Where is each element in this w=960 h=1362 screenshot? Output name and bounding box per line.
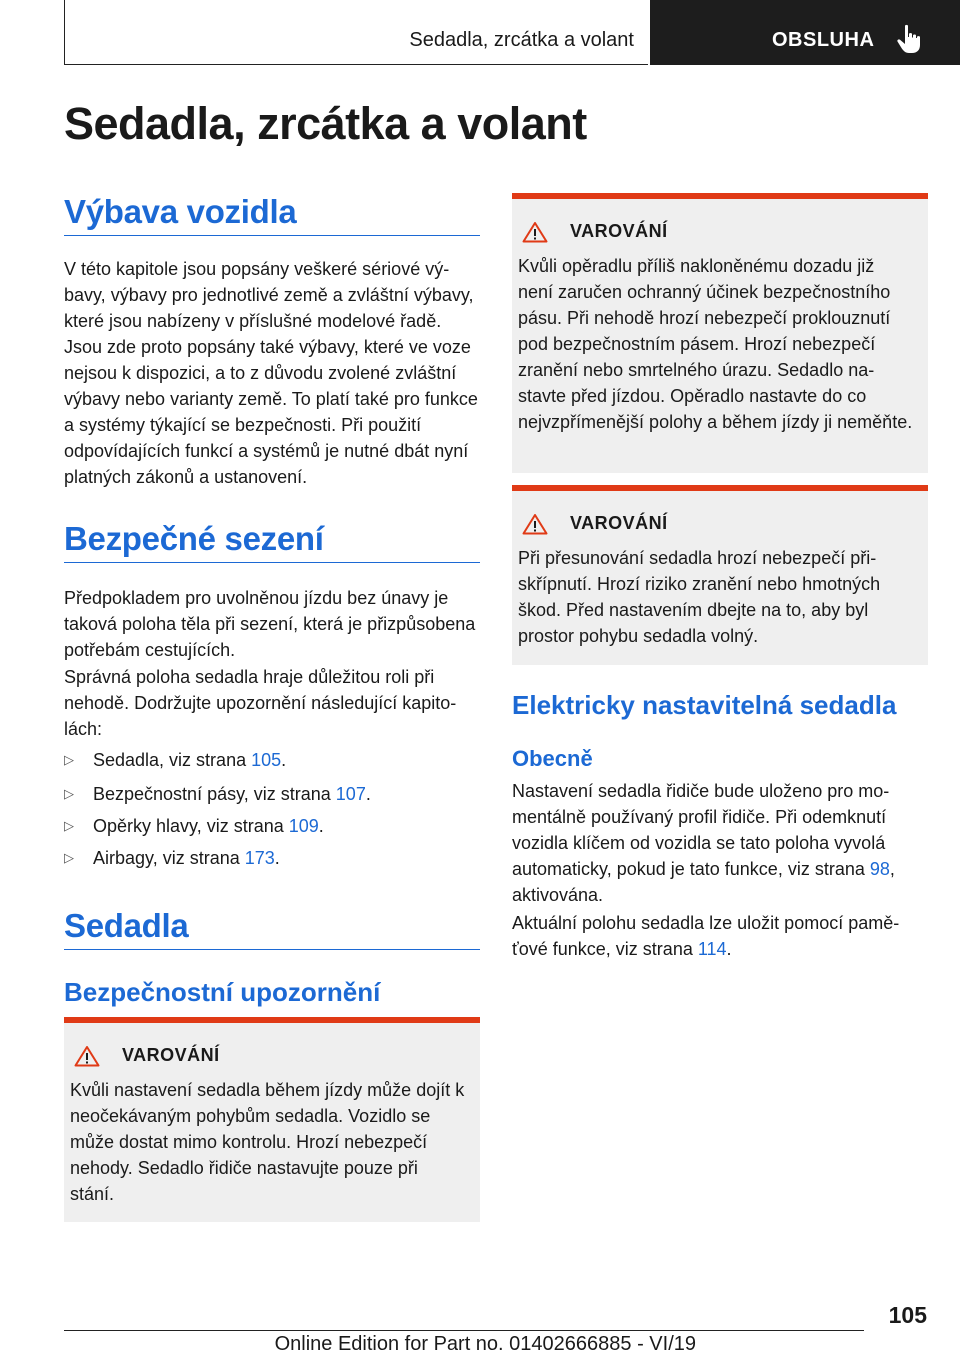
footer-edition: Online Edition for Part no. 01402666885 - VI/19 [274,1333,696,1355]
warning-box [512,193,928,473]
page-title: Sedadla, zrcátka a volant [64,98,587,149]
section-heading-sedadla: Sedadla [64,907,189,944]
hand-pointer-icon [896,24,922,54]
warning-triangle-icon [522,221,548,243]
warning-label: VAROVÁNÍ [570,221,668,241]
header-section-title: Sedadla, zrcátka a volant [409,29,634,51]
bezpecne-paragraph-1: Předpokladem pro uvolněnou jízdu bez únavy je taková poloha těla při sezení, která je přizpůsobena potřebám cestujících. [64,588,476,660]
page-link[interactable]: 105 [251,750,282,770]
section-rule [64,235,480,236]
bullet-triangle-icon: ▷ [64,786,74,801]
warning-text: Při přesunování sedadla hrozí nebezpečí přiskřípnutí. Hrozí riziko zranění nebo hmotných škod. Před nastavením dbejte na to, aby byl prostor pohybu sedadla volný. [518,548,881,646]
warning-label: VAROVÁNÍ [570,513,668,533]
footer-rule [64,1330,864,1331]
bullet-triangle-icon: ▷ [64,818,74,833]
page-link[interactable]: 107 [335,784,366,804]
chapter-tab[interactable] [650,0,960,65]
warning-triangle-icon [74,1045,100,1067]
section-heading-elektricky: Elektricky nastavitelná sedadla [512,690,897,720]
warning-label: VAROVÁNÍ [122,1045,220,1065]
page-header [0,0,960,66]
header-rule [64,64,648,65]
warning-box [512,485,928,665]
warning-text: Kvůli opěradlu příliš nakloněnému dozadu již není zaručen ochranný účinek bezpečnostního pásu. Při nehodě hrozí nebezpečí proklouznutí pod bezpečnostním pásem. Hrozí nebezpečí zranění nebo smrtelného úrazu. Sedadlo nastavte před jízdou. Opěradlo nastavte do co nejvzpřímenější polohy a během jízdy ji neměňte. [518,256,913,432]
elektricky-paragraph-1: Nastavení sedadla řidiče bude uloženo pro momentálně používaný profil řidiče. Při odemknutí vozidla klíčem od vozidla se tato poloha vyvolá automaticky, pokud je tato funkce, viz strana 98, aktivována. [512,781,895,905]
warning-box [64,1017,480,1222]
page-number: 105 [888,1302,927,1328]
page-link[interactable]: 173 [244,848,275,868]
chapter-tab-label: OBSLUHA [772,29,875,51]
subsection-heading-obecne: Obecně [512,746,593,771]
elektricky-paragraph-2: Aktuální polohu sedadla lze uložit pomocí paměťové funkce, viz strana 114. [512,913,900,959]
page-link[interactable]: 109 [288,816,319,836]
warning-text: Kvůli nastavení sedadla během jízdy může dojít k neočekávaným pohybům sedadla. Vozidlo se může dostat mimo kontrolu. Hrozí nebezpečí nehody. Sedadlo řidiče nastavujte pouze při stání. [70,1080,465,1204]
section-rule [64,562,480,563]
section-rule [64,949,480,950]
bullet-triangle-icon: ▷ [64,752,74,767]
warning-triangle-icon [522,513,548,535]
page-link[interactable]: 114 [697,939,727,959]
section-heading-vybava: Výbava vozidla [64,193,297,230]
vybava-paragraph: V této kapitole jsou popsány veškeré sériové výbavy, výbavy pro jednotlivé země a zvláštní výbavy, které jsou nabízeny v příslušné modelové řadě. Jsou zde proto popsány také výbavy, které ve voze nejsou k dispozici, a to z důvodu zvolené zvláštní výbavy nebo varianty země. To platí také pro funkce a systémy týkající se bezpečnosti. Při použití odpovídajících funkcí a systémů je nutné dbát nyní platných zákonů a ustanovení. [64,259,478,487]
header-divider [64,0,65,64]
page-link[interactable]: 98 [869,859,890,879]
bullet-triangle-icon: ▷ [64,850,74,865]
section-heading-bezpecne: Bezpečné sezení [64,520,324,557]
bezpecne-paragraph-2: Správná poloha sedadla hraje důležitou roli při nehodě. Dodržujte upozornění následující kapitolách: [64,667,457,739]
subsection-heading-upozorneni: Bezpečnostní upozornění [64,977,381,1007]
